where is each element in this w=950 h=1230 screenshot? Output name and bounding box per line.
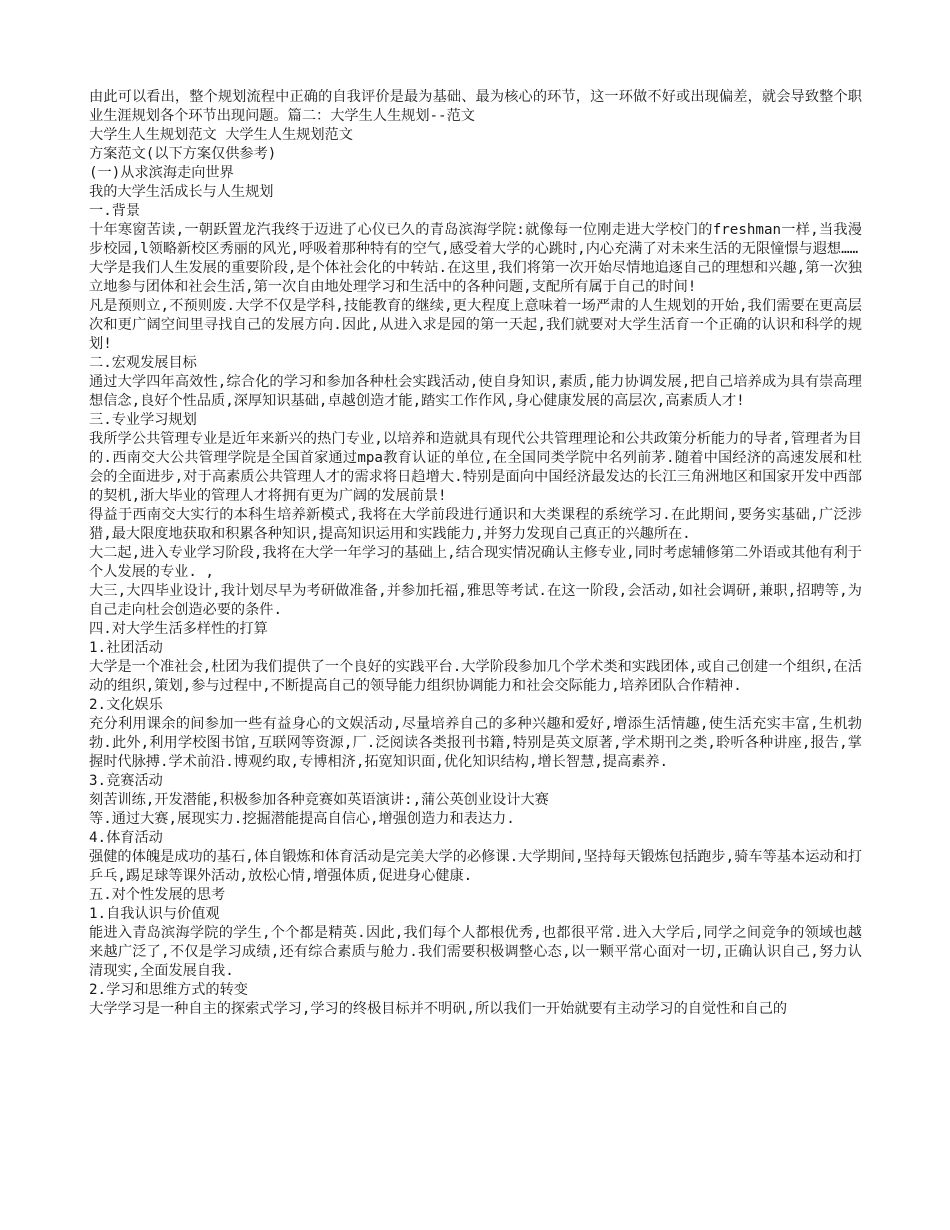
paragraph: 大二起,进入专业学习阶段,我将在大学一年学习的基础上,结合现实情况确认主修专业,同时考虑辅修第二外语或其他有利于个人发展的专业. , <box>89 545 862 580</box>
paragraph: 等.通过大赛,展现实力.挖掘潜能提高自信心,增强创造力和表达力. <box>89 811 515 827</box>
subsection-heading: 1.自我认识与价值观 <box>89 906 220 922</box>
section-heading: (一)从求滨海走向世界 <box>89 165 234 181</box>
paragraph: 充分利用课余的间参加一些有益身心的文娱活动,尽量培养自己的多种兴趣和爱好,增添生活情趣,使生活充实丰富,生机勃勃.此外,利用学校图书馆,互联网等资源,厂.泛阅读各类报刊书籍,特别是英文原著,学术期刊之类,聆听各种讲座,报告,掌握时代脉搏.学术前沿.博观约取,专博相济,拓宽知识面,优化知识结构,增长智慧,提高素养. <box>89 716 862 770</box>
paragraph: 凡是预则立,不预则废.大学不仅是学科,技能教育的继续,更大程度上意味着一场严肃的人生规划的开始,我们需要在更高层次和更广阔空间里寻找自己的发展方向.因此,从进入求是园的第一天起,我们就要对大学生活育一个正确的认识和科学的规划! <box>89 298 862 352</box>
paragraph: 大学学习是一种自主的探索式学习,学习的终极目标并不明矾,所以我们一开始就要有主动学习的自觉性和自己的 <box>89 1001 788 1017</box>
subsection-heading: 2.文化娱乐 <box>89 697 163 713</box>
subsection-heading: 1.社团活动 <box>89 640 163 656</box>
section-heading: 三.专业学习规划 <box>89 412 197 428</box>
subsection-heading: 2.学习和思维方式的转变 <box>89 982 248 998</box>
section-heading: 五.对个性发展的思考 <box>89 887 226 903</box>
paragraph: 大学是我们人生发展的重要阶段,是个体社会化的中转站.在这里,我们将第一次开始尽情地追逐自己的理想和兴趣,第一次独立地参与团体和社会生活,第一次自由地处理学习和生活中的各种问题,支配所有属于自己的时间! <box>89 260 862 295</box>
section-heading: 四.对大学生活多样性的打算 <box>89 621 268 637</box>
subsection-heading: 3.竞赛活动 <box>89 773 163 789</box>
subsection-heading: 4.体育活动 <box>89 830 163 846</box>
paragraph: 我所学公共管理专业是近年来新兴的热门专业,以培养和造就具有现代公共管理理论和公共政策分析能力的导者,管理者为目的.西南交大公共管理学院是全国首家通过mpa教育认证的单位,在全国同类学院中名列前茅.随着中国经济的高速发展和杜会的全面进步,对于高素质公共管理人才的需求将日趋增大.特别是面向中国经济最发达的长江三角洲地区和国家开发中西部的契机,浙大毕业的管理人才将拥有更为广阔的发展前景! <box>89 431 862 504</box>
paragraph: 通过大学四年高效性,综合化的学习和参加各种杜会实践活动,使自身知识,素质,能力协调发展,把自己培养成为具有崇高理想信念,良好个性品质,深厚知识基础,卓越创造才能,踏实工作作风,身心健康发展的高层次,高素质人才! <box>89 374 862 409</box>
paragraph: 刻苦训练,开发潜能,积极参加各种竞赛如英语演讲:,蒲公英创业设计大赛 <box>89 792 549 808</box>
section-heading: 我的大学生活成长与人生规划 <box>89 184 274 200</box>
paragraph: 强健的体魄是成功的基石,体自锻炼和体育活动是完美大学的必修课.大学期间,坚持每天锻炼包括跑步,骑车等基本运动和打乒乓,踢足球等课外活动,放松心情,增强体质,促进身心健康. <box>89 849 862 884</box>
paragraph: 能进入青岛滨海学院的学生,个个都是精英.因此,我们每个人都根优秀,也都很平常.进入大学后,同学之间竞争的领域也越来越广泛了,不仅是学习成绩,还有综合素质与舱力.我们需要积极调整心态,以一颗平常心面对一切,正确认识自己,努力认清现实,全面发展自我. <box>89 925 862 979</box>
doc-title: 大学生人生规划范文 大学生人生规划范文 <box>89 127 353 143</box>
paragraph: 大学是一个准社会,杜团为我们提供了一个良好的实践平台.大学阶段参加几个学术类和实践团体,或自己创建一个组织,在活动的组织,策划,参与过程中,不断提高自己的领导能力组织协调能力和社会交际能力,培养团队合作精神. <box>89 659 862 694</box>
paragraph: 十年寒窗苦读,一朝跃置龙汽我终于迈进了心仪已久的青岛滨海学院:就像每一位刚走进大学校门的freshman一样,当我漫步校园,l领略新校区秀丽的风光,呼吸着那种特有的空气,感受着大学的心跳时,内心充满了对未来生活的无限憧憬与遐想…… <box>89 222 862 257</box>
section-heading: 二.宏观发展目标 <box>89 355 197 371</box>
section-heading: 一.背景 <box>89 203 141 219</box>
paragraph-intro: 由此可以看出，整个规划流程中正确的自我评价是最为基础、最为核心的环节，这一环做不好或出现偏差，就会导致整个职业生涯规划各个环节出现问题。篇二：大学生人生规划--范文 <box>89 89 862 124</box>
paragraph: 得益于西南交大实行的本科生培养新模式,我将在大学前段进行通识和大类课程的系统学习.在此期间,要务实基础,广泛涉猎,最大限度地获取和积累各种知识,提高知识运用和实践能力,并努力发现自己真正的兴趣所在. <box>89 507 862 542</box>
paragraph: 大三,大四毕业设计,我计划尽早为考研做准备,并参加托福,雅思等考试.在这一阶段,会活动,如社会调研,兼职,招聘等,为自己走向杜会创造必要的条件. <box>89 583 862 618</box>
doc-subtitle: 方案范文(以下方案仅供参考) <box>89 146 277 162</box>
